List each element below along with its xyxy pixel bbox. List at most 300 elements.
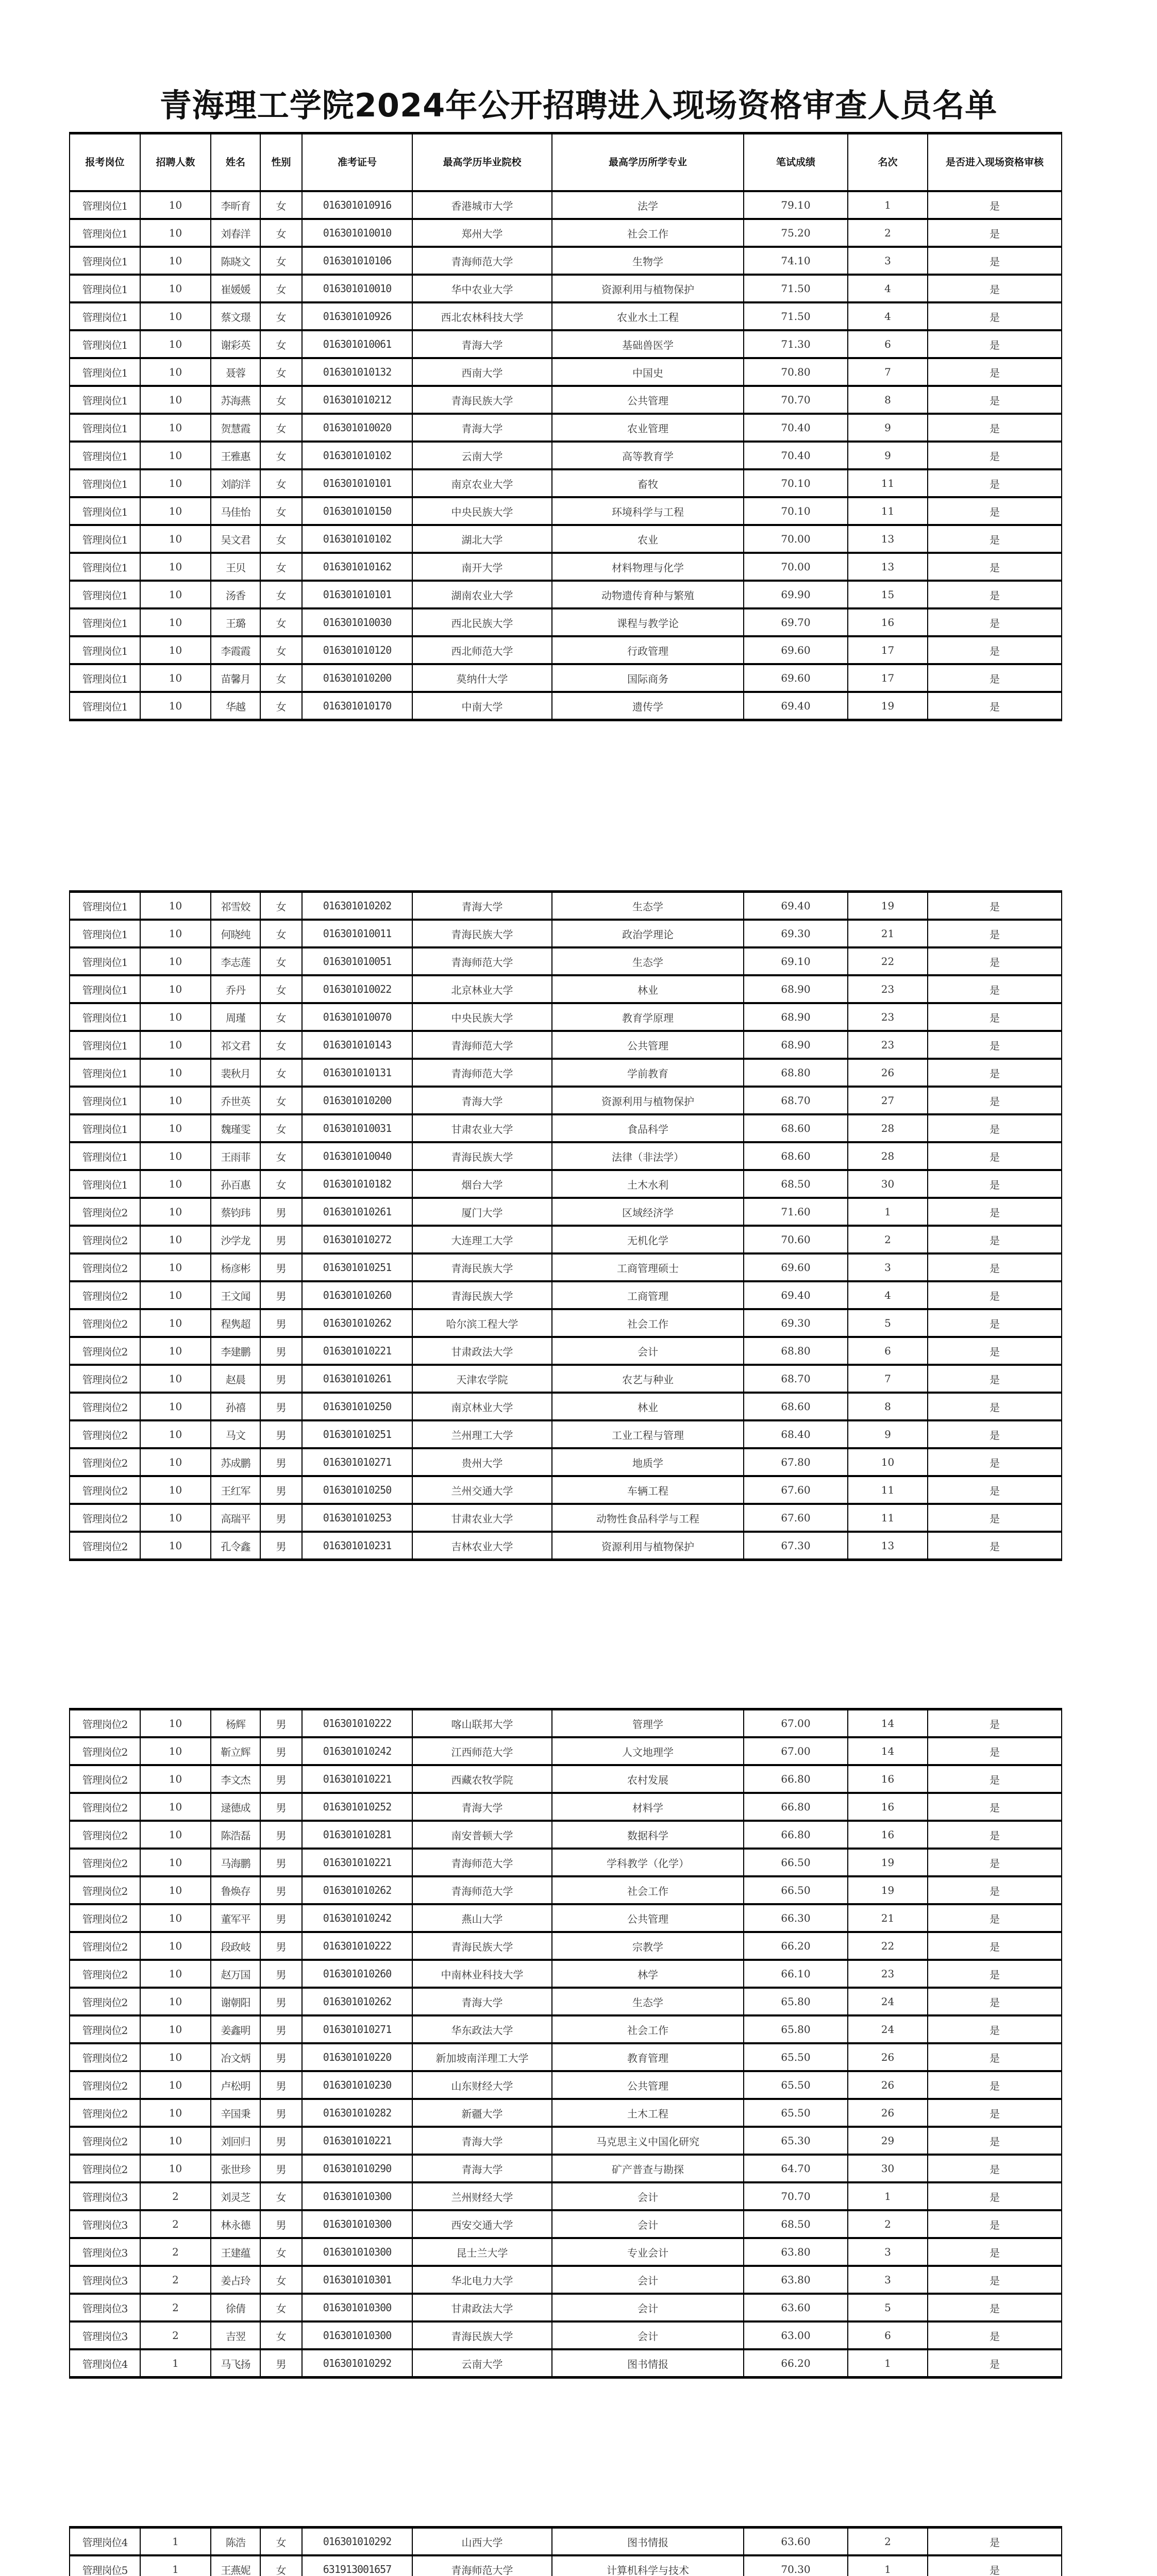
cell-major: 课程与教学论 (552, 608, 744, 636)
cell-score: 70.30 (744, 2555, 848, 2576)
cell-score: 63.60 (744, 2528, 848, 2556)
cell-qualified: 是 (928, 947, 1062, 975)
cell-score: 69.40 (744, 1281, 848, 1309)
cell-ticket: 016301010040 (302, 1142, 412, 1170)
cell-score: 68.70 (744, 1365, 848, 1393)
table-row (70, 2238, 1062, 2266)
cell-name: 马文 (211, 1420, 260, 1448)
cell-score: 70.80 (744, 358, 848, 386)
cell-gender: 女 (260, 975, 302, 1003)
cell-name: 乔丹 (211, 975, 260, 1003)
table-row (70, 2099, 1062, 2127)
cell-rank: 1 (848, 2555, 928, 2576)
cell-quota: 10 (140, 1281, 211, 1309)
cell-gender: 女 (260, 386, 302, 414)
cell-rank: 14 (848, 1737, 928, 1765)
table-row (70, 386, 1062, 414)
cell-qualified: 是 (928, 2182, 1062, 2210)
cell-qualified: 是 (928, 1003, 1062, 1031)
cell-major: 生态学 (552, 892, 744, 920)
table-row (70, 219, 1062, 247)
cell-ticket: 016301010051 (302, 947, 412, 975)
table-row (70, 581, 1062, 608)
cell-major: 畜牧 (552, 469, 744, 497)
cell-score: 69.60 (744, 664, 848, 692)
cell-post: 管理岗位2 (70, 1737, 140, 1765)
table-row (70, 1198, 1062, 1226)
cell-rank: 6 (848, 1337, 928, 1365)
cell-school: 青海大学 (412, 414, 552, 442)
cell-rank: 3 (848, 2266, 928, 2294)
cell-post: 管理岗位2 (70, 1765, 140, 1793)
cell-major: 农业水土工程 (552, 302, 744, 330)
cell-name: 马佳怡 (211, 497, 260, 525)
cell-school: 新疆大学 (412, 2099, 552, 2127)
cell-ticket: 016301010262 (302, 1988, 412, 2015)
cell-qualified: 是 (928, 1532, 1062, 1560)
cell-major: 计算机科学与技术 (552, 2555, 744, 2576)
cell-rank: 16 (848, 1793, 928, 1821)
cell-name: 靳立辉 (211, 1737, 260, 1765)
cell-gender: 女 (260, 608, 302, 636)
cell-qualified: 是 (928, 1309, 1062, 1337)
cell-name: 聂蓉 (211, 358, 260, 386)
cell-school: 甘肃政法大学 (412, 2294, 552, 2321)
cell-score: 69.70 (744, 608, 848, 636)
cell-post: 管理岗位5 (70, 2555, 140, 2576)
cell-quota: 10 (140, 442, 211, 469)
table-row (70, 2555, 1062, 2576)
cell-name: 刘灵芝 (211, 2182, 260, 2210)
cell-post: 管理岗位3 (70, 2321, 140, 2349)
table-row (70, 358, 1062, 386)
table-row (70, 1059, 1062, 1087)
cell-qualified: 是 (928, 581, 1062, 608)
cell-school: 甘肃政法大学 (412, 1337, 552, 1365)
cell-post: 管理岗位2 (70, 1448, 140, 1476)
cell-quota: 1 (140, 2528, 211, 2556)
cell-score: 67.80 (744, 1448, 848, 1476)
cell-post: 管理岗位2 (70, 1365, 140, 1393)
cell-gender: 男 (260, 2155, 302, 2182)
cell-major: 生态学 (552, 947, 744, 975)
cell-qualified: 是 (928, 608, 1062, 636)
cell-school: 莫纳什大学 (412, 664, 552, 692)
cell-quota: 2 (140, 2210, 211, 2238)
cell-rank: 9 (848, 1420, 928, 1448)
cell-gender: 男 (260, 1337, 302, 1365)
cell-gender: 女 (260, 330, 302, 358)
cell-qualified: 是 (928, 1821, 1062, 1849)
cell-score: 70.40 (744, 442, 848, 469)
table-row (70, 1765, 1062, 1793)
cell-post: 管理岗位3 (70, 2294, 140, 2321)
results-table-page-3 (69, 1708, 1062, 2379)
cell-qualified: 是 (928, 386, 1062, 414)
cell-rank: 19 (848, 892, 928, 920)
cell-gender: 男 (260, 2043, 302, 2071)
cell-quota: 10 (140, 2127, 211, 2155)
cell-name: 李志莲 (211, 947, 260, 975)
cell-ticket: 016301010131 (302, 1059, 412, 1087)
cell-school: 华东政法大学 (412, 2015, 552, 2043)
cell-post: 管理岗位2 (70, 1337, 140, 1365)
cell-post: 管理岗位2 (70, 1420, 140, 1448)
table-row (70, 275, 1062, 302)
cell-score: 69.60 (744, 636, 848, 664)
cell-qualified: 是 (928, 1504, 1062, 1532)
cell-quota: 10 (140, 1198, 211, 1226)
table-row (70, 2127, 1062, 2155)
cell-gender: 男 (260, 1448, 302, 1476)
cell-rank: 4 (848, 1281, 928, 1309)
cell-school: 南京林业大学 (412, 1393, 552, 1420)
cell-quota: 10 (140, 1504, 211, 1532)
cell-post: 管理岗位1 (70, 1114, 140, 1142)
cell-rank: 8 (848, 1393, 928, 1420)
cell-school: 甘肃农业大学 (412, 1114, 552, 1142)
cell-major: 会计 (552, 2294, 744, 2321)
header-major: 最高学历所学专业 (552, 133, 744, 192)
cell-school: 云南大学 (412, 442, 552, 469)
cell-major: 资源利用与植物保护 (552, 275, 744, 302)
cell-ticket: 016301010230 (302, 2071, 412, 2099)
cell-rank: 4 (848, 302, 928, 330)
cell-quota: 10 (140, 975, 211, 1003)
cell-post: 管理岗位2 (70, 1709, 140, 1738)
cell-score: 68.90 (744, 1003, 848, 1031)
cell-rank: 27 (848, 1087, 928, 1114)
cell-major: 动物性食品科学与工程 (552, 1504, 744, 1532)
cell-ticket: 016301010262 (302, 1876, 412, 1904)
cell-ticket: 016301010252 (302, 1793, 412, 1821)
cell-qualified: 是 (928, 2528, 1062, 2556)
cell-ticket: 016301010282 (302, 2099, 412, 2127)
cell-post: 管理岗位1 (70, 1059, 140, 1087)
cell-qualified: 是 (928, 1142, 1062, 1170)
cell-name: 谢朝阳 (211, 1988, 260, 2015)
cell-major: 农艺与种业 (552, 1365, 744, 1393)
cell-score: 68.50 (744, 1170, 848, 1198)
table-row (70, 2528, 1062, 2556)
cell-major: 社会工作 (552, 1876, 744, 1904)
cell-gender: 女 (260, 247, 302, 275)
cell-score: 67.30 (744, 1532, 848, 1560)
cell-qualified: 是 (928, 2321, 1062, 2349)
cell-post: 管理岗位2 (70, 2155, 140, 2182)
header-ticket: 准考证号 (302, 133, 412, 192)
table-row (70, 1960, 1062, 1988)
table-row (70, 1393, 1062, 1420)
cell-ticket: 016301010143 (302, 1031, 412, 1059)
cell-post: 管理岗位2 (70, 1476, 140, 1504)
cell-score: 68.70 (744, 1087, 848, 1114)
cell-post: 管理岗位1 (70, 664, 140, 692)
cell-score: 68.40 (744, 1420, 848, 1448)
table-row (70, 920, 1062, 947)
cell-rank: 16 (848, 1765, 928, 1793)
cell-major: 资源利用与植物保护 (552, 1087, 744, 1114)
cell-qualified: 是 (928, 636, 1062, 664)
cell-name: 王璐 (211, 608, 260, 636)
cell-school: 兰州交通大学 (412, 1476, 552, 1504)
cell-qualified: 是 (928, 1253, 1062, 1281)
cell-name: 祁文君 (211, 1031, 260, 1059)
cell-major: 公共管理 (552, 1031, 744, 1059)
cell-name: 程隽超 (211, 1309, 260, 1337)
cell-gender: 男 (260, 1420, 302, 1448)
cell-score: 67.60 (744, 1476, 848, 1504)
cell-qualified: 是 (928, 525, 1062, 553)
cell-gender: 女 (260, 636, 302, 664)
cell-quota: 10 (140, 2015, 211, 2043)
cell-quota: 10 (140, 414, 211, 442)
cell-rank: 26 (848, 2071, 928, 2099)
cell-major: 区域经济学 (552, 1198, 744, 1226)
cell-rank: 13 (848, 1532, 928, 1560)
cell-score: 66.20 (744, 1932, 848, 1960)
cell-rank: 26 (848, 2099, 928, 2127)
cell-qualified: 是 (928, 275, 1062, 302)
cell-ticket: 016301010010 (302, 219, 412, 247)
cell-post: 管理岗位2 (70, 1988, 140, 2015)
cell-score: 68.50 (744, 2210, 848, 2238)
cell-post: 管理岗位2 (70, 1309, 140, 1337)
cell-school: 青海民族大学 (412, 920, 552, 947)
cell-name: 蔡文璟 (211, 302, 260, 330)
cell-quota: 10 (140, 1420, 211, 1448)
table-row (70, 1821, 1062, 1849)
cell-school: 青海师范大学 (412, 2555, 552, 2576)
cell-post: 管理岗位1 (70, 1031, 140, 1059)
cell-quota: 10 (140, 525, 211, 553)
cell-post: 管理岗位2 (70, 1960, 140, 1988)
cell-major: 土木工程 (552, 2099, 744, 2127)
cell-rank: 21 (848, 920, 928, 947)
cell-ticket: 016301010250 (302, 1393, 412, 1420)
cell-major: 工商管理 (552, 1281, 744, 1309)
cell-rank: 11 (848, 1476, 928, 1504)
cell-quota: 10 (140, 358, 211, 386)
cell-major: 数据科学 (552, 1821, 744, 1849)
cell-school: 云南大学 (412, 2349, 552, 2378)
cell-major: 会计 (552, 2266, 744, 2294)
cell-rank: 28 (848, 1114, 928, 1142)
cell-rank: 15 (848, 581, 928, 608)
cell-ticket: 016301010251 (302, 1420, 412, 1448)
cell-quota: 10 (140, 892, 211, 920)
cell-gender: 男 (260, 1960, 302, 1988)
cell-school: 江西师范大学 (412, 1737, 552, 1765)
cell-gender: 女 (260, 525, 302, 553)
cell-school: 青海师范大学 (412, 1849, 552, 1876)
cell-post: 管理岗位3 (70, 2238, 140, 2266)
header-gender: 性别 (260, 133, 302, 192)
cell-gender: 女 (260, 469, 302, 497)
cell-major: 农业 (552, 525, 744, 553)
cell-score: 71.50 (744, 302, 848, 330)
cell-quota: 10 (140, 920, 211, 947)
cell-score: 68.60 (744, 1393, 848, 1420)
cell-name: 杨辉 (211, 1709, 260, 1738)
cell-gender: 男 (260, 1793, 302, 1821)
cell-name: 陈浩磊 (211, 1821, 260, 1849)
table-row (70, 975, 1062, 1003)
cell-name: 李霞霞 (211, 636, 260, 664)
header-school: 最高学历毕业院校 (412, 133, 552, 192)
cell-major: 专业会计 (552, 2238, 744, 2266)
cell-rank: 23 (848, 1003, 928, 1031)
cell-qualified: 是 (928, 2238, 1062, 2266)
cell-rank: 24 (848, 2015, 928, 2043)
cell-ticket: 631913001657 (302, 2555, 412, 2576)
cell-ticket: 016301010253 (302, 1504, 412, 1532)
cell-name: 刘回归 (211, 2127, 260, 2155)
cell-qualified: 是 (928, 1337, 1062, 1365)
cell-post: 管理岗位2 (70, 1932, 140, 1960)
cell-score: 75.20 (744, 219, 848, 247)
table-row (70, 442, 1062, 469)
cell-ticket: 016301010220 (302, 2043, 412, 2071)
cell-qualified: 是 (928, 442, 1062, 469)
cell-quota: 10 (140, 1709, 211, 1738)
cell-quota: 10 (140, 2071, 211, 2099)
cell-ticket: 016301010212 (302, 386, 412, 414)
cell-school: 青海大学 (412, 2155, 552, 2182)
cell-quota: 1 (140, 2349, 211, 2378)
header-score: 笔试成绩 (744, 133, 848, 192)
cell-post: 管理岗位2 (70, 2043, 140, 2071)
cell-rank: 6 (848, 2321, 928, 2349)
cell-major: 公共管理 (552, 2071, 744, 2099)
cell-qualified: 是 (928, 1087, 1062, 1114)
cell-major: 生物学 (552, 247, 744, 275)
cell-post: 管理岗位1 (70, 386, 140, 414)
table-row (70, 1114, 1062, 1142)
cell-gender: 女 (260, 2321, 302, 2349)
table-row (70, 2266, 1062, 2294)
cell-school: 新加坡南洋理工大学 (412, 2043, 552, 2071)
cell-post: 管理岗位2 (70, 2015, 140, 2043)
cell-gender: 男 (260, 1904, 302, 1932)
cell-quota: 10 (140, 2155, 211, 2182)
cell-ticket: 016301010106 (302, 247, 412, 275)
cell-rank: 30 (848, 1170, 928, 1198)
cell-score: 64.70 (744, 2155, 848, 2182)
cell-name: 刘春洋 (211, 219, 260, 247)
cell-post: 管理岗位1 (70, 414, 140, 442)
cell-gender: 女 (260, 892, 302, 920)
cell-rank: 30 (848, 2155, 928, 2182)
cell-score: 71.60 (744, 1198, 848, 1226)
cell-name: 王雅惠 (211, 442, 260, 469)
table-row (70, 553, 1062, 581)
cell-gender: 女 (260, 497, 302, 525)
cell-gender: 女 (260, 414, 302, 442)
cell-school: 厦门大学 (412, 1198, 552, 1226)
cell-school: 青海民族大学 (412, 2321, 552, 2349)
cell-qualified: 是 (928, 892, 1062, 920)
cell-qualified: 是 (928, 2015, 1062, 2043)
cell-major: 高等教育学 (552, 442, 744, 469)
cell-quota: 10 (140, 1031, 211, 1059)
cell-rank: 1 (848, 2349, 928, 2378)
cell-gender: 男 (260, 1504, 302, 1532)
cell-score: 66.30 (744, 1904, 848, 1932)
cell-school: 西藏农牧学院 (412, 1765, 552, 1793)
cell-major: 矿产普查与勘探 (552, 2155, 744, 2182)
table-row (70, 1504, 1062, 1532)
table-row (70, 2155, 1062, 2182)
cell-ticket: 016301010101 (302, 581, 412, 608)
cell-qualified: 是 (928, 2155, 1062, 2182)
cell-ticket: 016301010101 (302, 469, 412, 497)
cell-ticket: 016301010242 (302, 1904, 412, 1932)
cell-school: 青海师范大学 (412, 1031, 552, 1059)
cell-school: 中南大学 (412, 692, 552, 720)
table-row (70, 947, 1062, 975)
cell-qualified: 是 (928, 1960, 1062, 1988)
cell-school: 燕山大学 (412, 1904, 552, 1932)
table-row (70, 1031, 1062, 1059)
cell-quota: 2 (140, 2294, 211, 2321)
cell-quota: 10 (140, 636, 211, 664)
cell-gender: 男 (260, 1821, 302, 1849)
table-header-row (70, 133, 1062, 192)
cell-qualified: 是 (928, 497, 1062, 525)
cell-name: 李昕育 (211, 191, 260, 219)
cell-rank: 3 (848, 1253, 928, 1281)
table-row (70, 2210, 1062, 2238)
cell-school: 青海师范大学 (412, 1876, 552, 1904)
cell-ticket: 016301010030 (302, 608, 412, 636)
cell-name: 苗馨月 (211, 664, 260, 692)
cell-post: 管理岗位2 (70, 1821, 140, 1849)
cell-ticket: 016301010221 (302, 2127, 412, 2155)
cell-gender: 女 (260, 664, 302, 692)
cell-school: 青海大学 (412, 2127, 552, 2155)
cell-rank: 19 (848, 692, 928, 720)
cell-name: 刘韵洋 (211, 469, 260, 497)
cell-qualified: 是 (928, 2043, 1062, 2071)
cell-score: 70.60 (744, 1226, 848, 1253)
cell-quota: 10 (140, 469, 211, 497)
cell-post: 管理岗位1 (70, 358, 140, 386)
cell-school: 哈尔滨工程大学 (412, 1309, 552, 1337)
cell-post: 管理岗位2 (70, 1849, 140, 1876)
cell-score: 69.10 (744, 947, 848, 975)
cell-gender: 男 (260, 2210, 302, 2238)
cell-name: 林永德 (211, 2210, 260, 2238)
cell-score: 70.40 (744, 414, 848, 442)
cell-score: 68.90 (744, 975, 848, 1003)
cell-post: 管理岗位2 (70, 1226, 140, 1253)
cell-gender: 男 (260, 1765, 302, 1793)
cell-post: 管理岗位1 (70, 1087, 140, 1114)
cell-quota: 10 (140, 1849, 211, 1876)
table-row (70, 1337, 1062, 1365)
cell-major: 材料学 (552, 1793, 744, 1821)
cell-ticket: 016301010290 (302, 2155, 412, 2182)
cell-rank: 1 (848, 2182, 928, 2210)
cell-ticket: 016301010231 (302, 1532, 412, 1560)
table-row (70, 247, 1062, 275)
cell-ticket: 016301010300 (302, 2321, 412, 2349)
cell-school: 青海民族大学 (412, 386, 552, 414)
cell-school: 南开大学 (412, 553, 552, 581)
cell-qualified: 是 (928, 191, 1062, 219)
cell-quota: 2 (140, 2321, 211, 2349)
